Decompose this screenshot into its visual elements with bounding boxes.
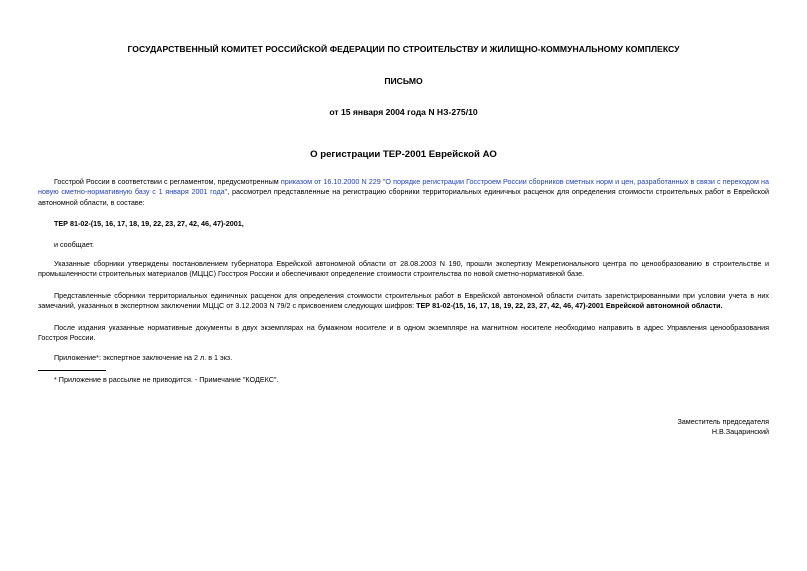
registration-text: Представленные сборники территориальных единичных расценок для определения стоимости строительных работ в Еврейской автономной области считать зарегистрированными при условии учета в них замечаний, указанных в экспертном заключении МЦЦС от 3.12.2003 N 79/2 с присвоением следующих шифров: — [38, 291, 769, 311]
paragraph-registration — [38, 291, 769, 312]
paragraph-informs: и сообщает. — [54, 240, 94, 249]
document-subject: О регистрации ТЕР-2001 Еврейской АО — [310, 149, 497, 160]
registration-codes: ТЕР 81-02-(15, 16, 17, 18, 19, 22, 23, 27, 42, 46, 47)-2001 Еврейской автономной области. — [416, 301, 723, 311]
paragraph-publication: После издания указанные нормативные документы в двух экземплярах на бумажном носителе и в одном экземпляре на магнитном носителе необходимо направить в адрес Управления ценообразования Госстроя России. — [38, 323, 769, 343]
footnote: * Приложение в рассылке не приводится. - Примечание "КОДЕКС". — [54, 375, 279, 384]
intro-text-before: Госстрой России в соответствии с регламентом, предусмотренным — [54, 177, 281, 186]
paragraph-approval: Указанные сборники утверждены постановлением губернатора Еврейской автономной области от 28.08.2003 N 190, прошли экспертизу Межрегионального центра по ценообразованию в строительстве и промышленности строительных материалов (МЦЦС) Госстроя России и обеспечивают определение стоимости строительства по новой сметно-нормативной базе. — [38, 259, 769, 279]
committee-heading: ГОСУДАРСТВЕННЫЙ КОМИТЕТ РОССИЙСКОЙ ФЕДЕРАЦИИ ПО СТРОИТЕЛЬСТВУ И ЖИЛИЩНО-КОММУНАЛЬНОМУ КОМПЛЕКСУ — [127, 44, 680, 54]
signatory-name: Н.В.Зацаринский — [711, 427, 769, 436]
document-date-number: от 15 января 2004 года N НЗ-275/10 — [329, 107, 478, 117]
document-type: ПИСЬМО — [384, 76, 423, 86]
footnote-divider — [38, 370, 106, 371]
intro-text-after: , рассмотрел представленные на регистрацию сборники территориальных единичных расценок для определения стоимости строительных работ в Еврейской автономной области, в составе: — [38, 187, 769, 207]
paragraph-attachment: Приложение*: экспертное заключение на 2 л. в 1 экз. — [54, 353, 233, 362]
signatory-title: Заместитель председателя — [677, 417, 769, 426]
paragraph-collections-list: ТЕР 81-02-(15, 16, 17, 18, 19, 22, 23, 27, 42, 46, 47)-2001, — [54, 219, 244, 228]
paragraph-intro — [38, 177, 769, 208]
order-link[interactable]: приказом от 16.10.2000 N 229 "О порядке регистрации Госстроем России сборников сметных норм и цен, разработанных в связи с переходом на новую сметно-нормативную базу с 1 января 2001 года" — [38, 177, 769, 197]
